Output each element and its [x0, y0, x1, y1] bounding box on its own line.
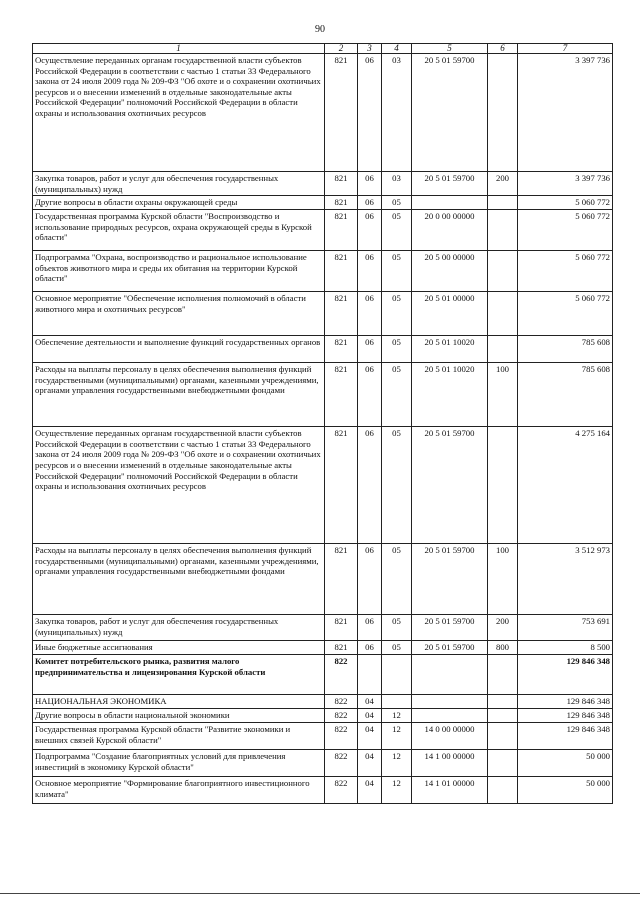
cell-name: Подпрограмма "Охрана, воспроизводство и рациональное использование объектов животного мира и среды их обитания на территории Курской области" [33, 251, 325, 292]
cell-vr [488, 251, 518, 292]
table-row [33, 427, 613, 544]
cell-sum: 129 846 348 [518, 655, 613, 695]
cell-csr: 20 5 01 00000 [412, 292, 488, 336]
table-row [33, 615, 613, 641]
cell-name: Осуществление переданных органам государственной власти субъектов Российской Федерации в соответствии с частью 1 статьи 33 Федерального закона от 24 июля 2009 года № 209-ФЗ "Об охоте и о сохранении охотничьих ресурсов и о внесении изменений в отдельные законодательные акты Российской Федерации" полномочий Российской Федерации в области охраны и использования охотничьих ресурсов [33, 427, 325, 544]
cell-rz: 06 [358, 615, 382, 641]
cell-vr [488, 196, 518, 210]
cell-csr: 14 1 01 00000 [412, 777, 488, 804]
cell-rz: 04 [358, 709, 382, 723]
cell-gr: 821 [325, 544, 358, 615]
cell-pr: 12 [382, 709, 412, 723]
cell-csr: 20 5 01 59700 [412, 544, 488, 615]
cell-gr: 821 [325, 336, 358, 363]
cell-name: Закупка товаров, работ и услуг для обеспечения государственных (муниципальных) нужд [33, 615, 325, 641]
cell-vr [488, 336, 518, 363]
col-header-5: 5 [412, 44, 488, 54]
cell-vr [488, 723, 518, 750]
cell-name: НАЦИОНАЛЬНАЯ ЭКОНОМИКА [33, 695, 325, 709]
col-header-4: 4 [382, 44, 412, 54]
cell-csr [412, 695, 488, 709]
cell-csr [412, 196, 488, 210]
header-row [33, 44, 613, 54]
cell-csr: 20 5 01 59700 [412, 427, 488, 544]
cell-gr: 822 [325, 709, 358, 723]
cell-gr: 821 [325, 615, 358, 641]
cell-gr: 822 [325, 695, 358, 709]
cell-vr: 200 [488, 172, 518, 196]
cell-rz: 06 [358, 336, 382, 363]
cell-sum: 785 608 [518, 363, 613, 427]
cell-rz: 06 [358, 54, 382, 172]
cell-vr [488, 777, 518, 804]
table-row [33, 196, 613, 210]
cell-pr: 12 [382, 723, 412, 750]
cell-sum: 8 500 [518, 641, 613, 655]
cell-rz: 06 [358, 641, 382, 655]
cell-vr [488, 210, 518, 251]
table-row [33, 544, 613, 615]
cell-gr: 821 [325, 641, 358, 655]
cell-pr: 12 [382, 750, 412, 777]
cell-pr: 05 [382, 210, 412, 251]
cell-pr [382, 695, 412, 709]
cell-rz: 06 [358, 196, 382, 210]
cell-gr: 821 [325, 363, 358, 427]
cell-gr: 821 [325, 196, 358, 210]
cell-sum: 129 846 348 [518, 695, 613, 709]
cell-vr: 800 [488, 641, 518, 655]
cell-name: Государственная программа Курской области "Воспроизводство и использование природных ресурсов, охрана окружающей среды в Курской области" [33, 210, 325, 251]
cell-rz: 04 [358, 723, 382, 750]
cell-sum: 5 060 772 [518, 292, 613, 336]
cell-sum: 129 846 348 [518, 709, 613, 723]
col-header-1: 1 [33, 44, 325, 54]
cell-gr: 821 [325, 210, 358, 251]
cell-vr [488, 750, 518, 777]
cell-name: Другие вопросы в области охраны окружающей среды [33, 196, 325, 210]
cell-rz: 04 [358, 777, 382, 804]
cell-sum: 3 397 736 [518, 172, 613, 196]
table-row [33, 655, 613, 695]
table-row [33, 336, 613, 363]
cell-pr: 03 [382, 54, 412, 172]
cell-csr: 20 0 00 00000 [412, 210, 488, 251]
cell-name: Расходы на выплаты персоналу в целях обеспечения выполнения функций государственными (муниципальными) органами, казенными учреждениями, органами управления государственными внебюджетными фондами [33, 363, 325, 427]
cell-rz: 06 [358, 251, 382, 292]
table-row [33, 750, 613, 777]
cell-pr: 05 [382, 251, 412, 292]
cell-name: Основное мероприятие "Обеспечение исполнения полномочий в области животного мира и охотничьих ресурсов" [33, 292, 325, 336]
cell-vr: 100 [488, 544, 518, 615]
cell-rz: 06 [358, 544, 382, 615]
cell-vr [488, 292, 518, 336]
cell-sum: 5 060 772 [518, 196, 613, 210]
page-number: 90 [315, 24, 325, 35]
cell-rz: 04 [358, 750, 382, 777]
cell-name: Закупка товаров, работ и услуг для обеспечения государственных (муниципальных) нужд [33, 172, 325, 196]
cell-pr: 05 [382, 292, 412, 336]
cell-sum: 5 060 772 [518, 251, 613, 292]
cell-pr: 05 [382, 363, 412, 427]
cell-sum: 785 608 [518, 336, 613, 363]
cell-csr: 20 5 01 59700 [412, 615, 488, 641]
table-row [33, 172, 613, 196]
cell-sum: 3 512 973 [518, 544, 613, 615]
cell-sum: 3 397 736 [518, 54, 613, 172]
cell-gr: 821 [325, 172, 358, 196]
cell-sum: 5 060 772 [518, 210, 613, 251]
table-row [33, 363, 613, 427]
table-row [33, 641, 613, 655]
cell-sum: 4 275 164 [518, 427, 613, 544]
cell-csr: 14 0 00 00000 [412, 723, 488, 750]
cell-gr: 821 [325, 54, 358, 172]
cell-pr: 05 [382, 196, 412, 210]
table-row [33, 709, 613, 723]
table-row [33, 54, 613, 172]
table-row [33, 695, 613, 709]
cell-csr: 20 5 00 00000 [412, 251, 488, 292]
cell-name: Государственная программа Курской области "Развитие экономики и внешних связей Курской области" [33, 723, 325, 750]
cell-vr [488, 695, 518, 709]
cell-gr: 822 [325, 750, 358, 777]
cell-vr [488, 709, 518, 723]
cell-name: Основное мероприятие "Формирование благоприятного инвестиционного климата" [33, 777, 325, 804]
table-row [33, 723, 613, 750]
cell-csr: 20 5 01 59700 [412, 172, 488, 196]
cell-vr: 100 [488, 363, 518, 427]
cell-name: Другие вопросы в области национальной экономики [33, 709, 325, 723]
cell-rz: 06 [358, 363, 382, 427]
cell-vr: 200 [488, 615, 518, 641]
cell-name: Подпрограмма "Создание благоприятных условий для привлечения инвестиций в экономику Курской области" [33, 750, 325, 777]
cell-rz: 06 [358, 427, 382, 544]
cell-gr: 821 [325, 251, 358, 292]
cell-rz: 06 [358, 292, 382, 336]
cell-sum: 50 000 [518, 777, 613, 804]
cell-vr [488, 427, 518, 544]
cell-rz: 06 [358, 172, 382, 196]
cell-name: Осуществление переданных органам государственной власти субъектов Российской Федерации в соответствии с частью 1 статьи 33 Федерального закона от 24 июля 2009 года № 209-ФЗ "Об охоте и о сохранении охотничьих ресурсов и о внесении изменений в отдельные законодательные акты Российской Федерации" полномочий Российской Федерации в области охраны и использования охотничьих ресурсов [33, 54, 325, 172]
cell-name: Комитет потребительского рынка, развития малого предпринимательства и лицензирования Курской области [33, 655, 325, 695]
col-header-6: 6 [488, 44, 518, 54]
cell-rz [358, 655, 382, 695]
cell-rz: 04 [358, 695, 382, 709]
cell-csr [412, 655, 488, 695]
col-header-7: 7 [518, 44, 613, 54]
cell-csr: 20 5 01 59700 [412, 641, 488, 655]
cell-sum: 753 691 [518, 615, 613, 641]
cell-gr: 822 [325, 777, 358, 804]
cell-name: Расходы на выплаты персоналу в целях обеспечения выполнения функций государственными (муниципальными) органами, казенными учреждениями, органами управления государственными внебюджетными фондами [33, 544, 325, 615]
cell-gr: 821 [325, 292, 358, 336]
cell-sum: 129 846 348 [518, 723, 613, 750]
table-row [33, 210, 613, 251]
cell-pr: 05 [382, 641, 412, 655]
budget-table [32, 43, 613, 804]
cell-gr: 821 [325, 427, 358, 544]
col-header-2: 2 [325, 44, 358, 54]
cell-sum: 50 000 [518, 750, 613, 777]
cell-name: Обеспечение деятельности и выполнение функций государственных органов [33, 336, 325, 363]
cell-name: Иные бюджетные ассигнования [33, 641, 325, 655]
cell-csr: 20 5 01 10020 [412, 336, 488, 363]
table-row [33, 292, 613, 336]
table-row [33, 251, 613, 292]
cell-vr [488, 54, 518, 172]
cell-csr: 20 5 01 59700 [412, 54, 488, 172]
cell-vr [488, 655, 518, 695]
cell-pr: 05 [382, 544, 412, 615]
cell-rz: 06 [358, 210, 382, 251]
cell-pr: 03 [382, 172, 412, 196]
cell-pr: 05 [382, 427, 412, 544]
cell-pr: 05 [382, 336, 412, 363]
cell-gr: 822 [325, 655, 358, 695]
cell-pr [382, 655, 412, 695]
cell-csr: 14 1 00 00000 [412, 750, 488, 777]
col-header-3: 3 [358, 44, 382, 54]
table-row [33, 777, 613, 804]
cell-pr: 12 [382, 777, 412, 804]
cell-gr: 822 [325, 723, 358, 750]
page-bottom-rule [0, 893, 640, 894]
cell-csr [412, 709, 488, 723]
cell-pr: 05 [382, 615, 412, 641]
cell-csr: 20 5 01 10020 [412, 363, 488, 427]
